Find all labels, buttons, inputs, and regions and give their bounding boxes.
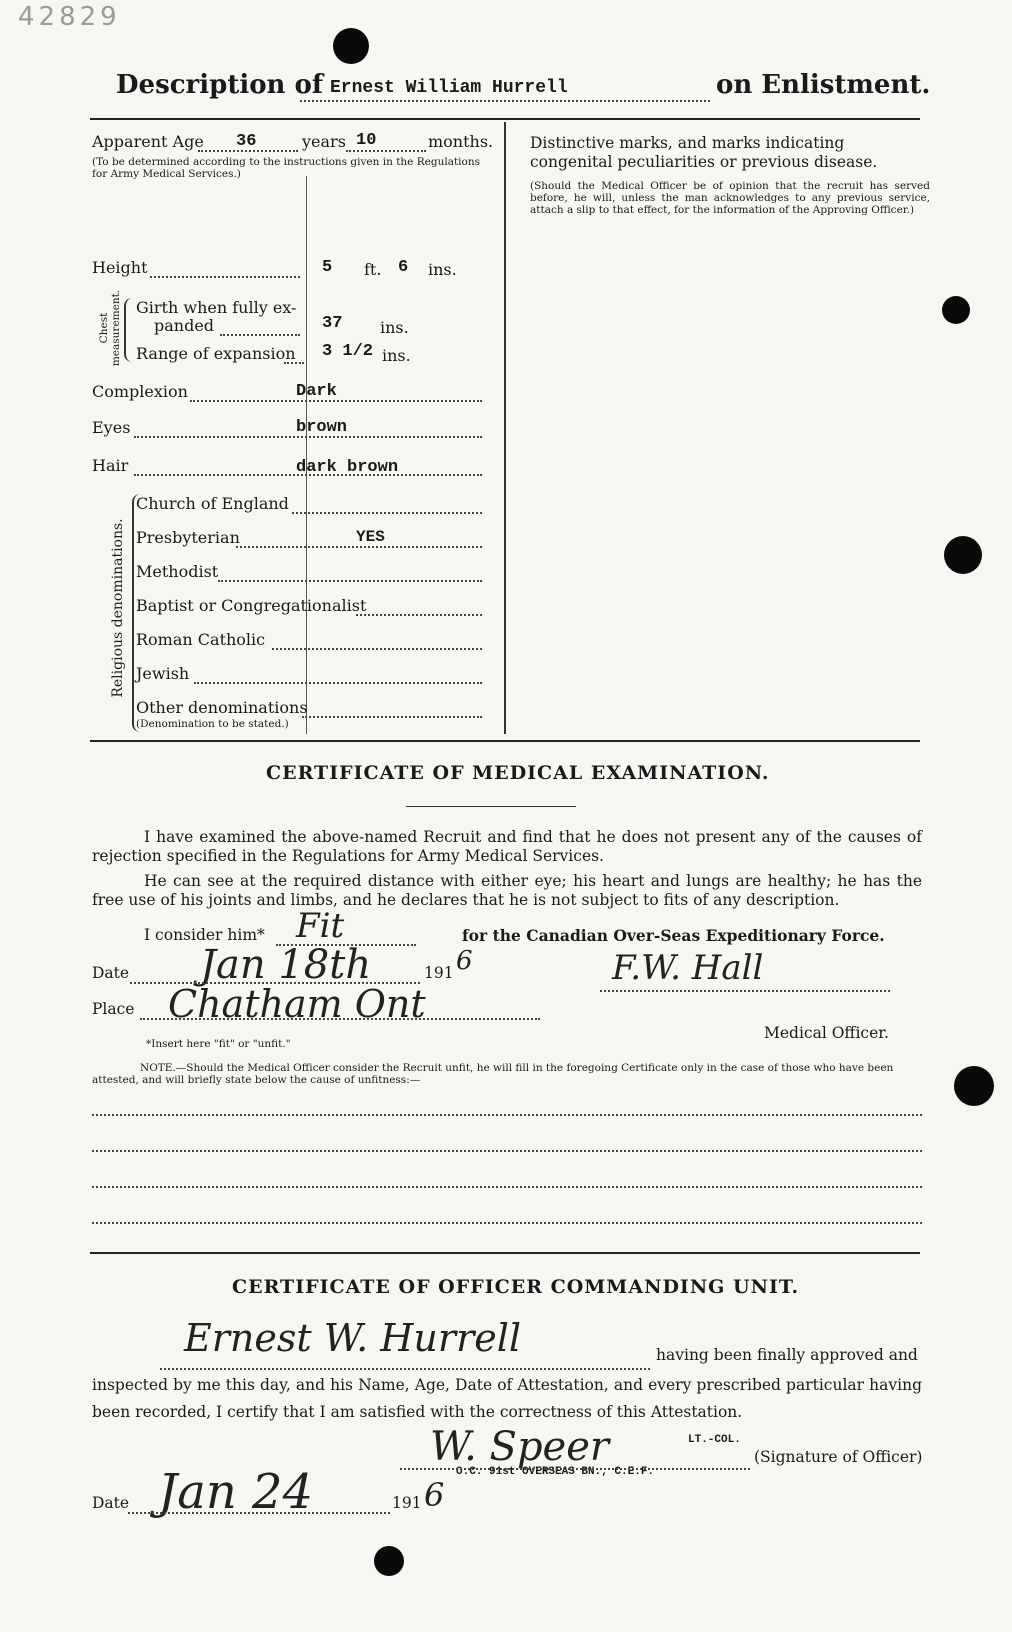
consider-label: I consider him* (144, 926, 265, 944)
column-divider-inner (306, 176, 307, 734)
officer-signature-line (400, 1468, 750, 1470)
presbyterian-value: YES (356, 528, 385, 546)
punch-hole (942, 296, 970, 324)
religion-other: Other denominations (136, 698, 308, 717)
column-divider (504, 122, 506, 734)
commanding-text-1: having been finally approved and (656, 1346, 918, 1364)
religion-roman-catholic: Roman Catholic (136, 630, 266, 649)
religion-jewish: Jewish (136, 664, 190, 683)
eyes-value: brown (296, 418, 348, 437)
chest-bracket (124, 298, 136, 362)
years-label: years (302, 132, 346, 151)
range-value: 3 1/2 (322, 342, 374, 361)
religion-line (218, 580, 482, 582)
fit-value: Fit (296, 906, 345, 946)
heading-divider (406, 806, 576, 807)
signed-name-line (160, 1368, 650, 1370)
recruit-name: Ernest William Hurrell (330, 78, 568, 98)
age-note: (To be determined according to the instructions given in the Regulations for Army Medical Services.) (92, 156, 480, 180)
medical-heading: CERTIFICATE OF MEDICAL EXAMINATION. (266, 762, 770, 784)
girth-label-1: Girth when fully ex- (136, 298, 297, 317)
girth-unit: ins. (380, 318, 409, 337)
range-unit: ins. (382, 346, 411, 365)
commanding-date-value: Jan 24 (158, 1464, 314, 1520)
religion-line (194, 682, 482, 684)
age-label: Apparent Age (92, 132, 204, 151)
height-in-value: 6 (398, 258, 409, 277)
medical-officer-signature: F.W. Hall (612, 948, 764, 988)
year-digit: 6 (456, 946, 473, 976)
medical-officer-label: Medical Officer. (764, 1024, 889, 1042)
age-months-value: 10 (356, 131, 377, 150)
insert-note: *Insert here "fit" or "unfit." (146, 1038, 291, 1050)
medical-date-value: Jan 18th (200, 942, 372, 988)
commanding-heading: CERTIFICATE OF OFFICER COMMANDING UNIT. (232, 1276, 800, 1298)
religion-baptist: Baptist or Congregationalist (136, 596, 367, 615)
date-label: Date (92, 964, 130, 982)
signature-line (600, 990, 890, 992)
religion-line (356, 614, 482, 616)
hair-label: Hair (92, 456, 129, 475)
range-line (284, 362, 304, 364)
girth-line (220, 334, 300, 336)
unfit-line (92, 1186, 922, 1188)
commanding-date-line (128, 1512, 390, 1514)
unit-stamp: O.C. 91st OVERSEAS BN., C.E.F. (456, 1466, 655, 1478)
title-suffix: on Enlistment. (716, 70, 931, 100)
section-rule (90, 740, 920, 742)
girth-value: 37 (322, 314, 343, 333)
eyes-label: Eyes (92, 418, 131, 437)
religion-line (272, 648, 482, 650)
unfit-line (92, 1114, 922, 1116)
age-months-line (346, 150, 426, 152)
months-label: months. (428, 132, 494, 151)
rank-stamp: LT.-COL. (688, 1434, 741, 1446)
unfit-line (92, 1222, 922, 1224)
year-prefix: 191 (424, 964, 454, 982)
hair-value: dark brown (296, 458, 399, 477)
commanding-year-digit: 6 (424, 1476, 445, 1514)
officer-signature: W. Speer (430, 1424, 610, 1470)
header-rule (90, 118, 920, 120)
height-line (150, 276, 300, 278)
punch-hole (333, 28, 369, 64)
religion-side-label: Religious denominations. (110, 518, 126, 698)
age-years-value: 36 (236, 132, 257, 151)
place-label: Place (92, 1000, 135, 1018)
unfit-note: NOTE.—Should the Medical Officer consider the Recruit unfit, he will fill in the foregoing Certificate only in the case of those who have been attested, and will briefly state below the cause of unfitness:— (92, 1062, 894, 1086)
denomination-note: (Denomination to be stated.) (136, 718, 289, 730)
section-rule (90, 1252, 920, 1254)
height-ft-value: 5 (322, 258, 333, 277)
title-prefix: Description of (116, 70, 324, 100)
chest-side-label: Chest measurement. (98, 289, 122, 367)
medical-para-1: I have examined the above-named Recruit and find that he does not present any of the causes of rejection specified in the Regulations for Army Medical Services. (92, 828, 922, 865)
punch-hole (954, 1066, 994, 1106)
ins-label: ins. (428, 260, 457, 279)
religion-church-of-england: Church of England (136, 494, 289, 513)
distinctive-marks-label: Distinctive marks, and marks indicating congenital peculiarities or previous disease. (530, 134, 878, 171)
unfit-line (92, 1150, 922, 1152)
signature-of-officer-label: (Signature of Officer) (754, 1448, 923, 1466)
commanding-text-2: inspected by me this day, and his Name, Age, Date of Attestation, and every prescribed particular having been recorded, I certify that I am satisfied with the correctness of this Attestation. (92, 1376, 922, 1421)
name-line (300, 100, 710, 102)
height-label: Height (92, 258, 148, 277)
force-label: for the Canadian Over-Seas Expeditionary Force. (462, 926, 885, 945)
religion-line (292, 512, 482, 514)
religion-presbyterian: Presbyterian (136, 528, 240, 547)
range-label: Range of expansion (136, 344, 296, 363)
religion-methodist: Methodist (136, 562, 219, 581)
girth-label-2: panded (154, 316, 215, 335)
corner-stamp: 42829 (18, 2, 121, 32)
complexion-value: Dark (296, 382, 337, 401)
medical-para-2: He can see at the required distance with either eye; his heart and lungs are healthy; he has the free use of his joints and limbs, and he declares that he is not subject to fits of any description. (92, 872, 922, 909)
place-value: Chatham Ont (168, 982, 426, 1026)
religion-line (302, 716, 482, 718)
commanding-year-prefix: 191 (392, 1494, 422, 1512)
religion-line (236, 546, 482, 548)
signed-name: Ernest W. Hurrell (184, 1316, 522, 1360)
complexion-label: Complexion (92, 382, 188, 401)
ft-label: ft. (364, 260, 382, 279)
distinctive-marks-note: (Should the Medical Officer be of opinion that the recruit has served before, he will, unless the man acknowledges to any previous service, attach a slip to that effect, for the information of the Approving Officer.) (530, 180, 930, 216)
punch-hole (944, 536, 982, 574)
punch-hole (374, 1546, 404, 1576)
place-line (140, 1018, 540, 1020)
commanding-date-label: Date (92, 1494, 130, 1512)
